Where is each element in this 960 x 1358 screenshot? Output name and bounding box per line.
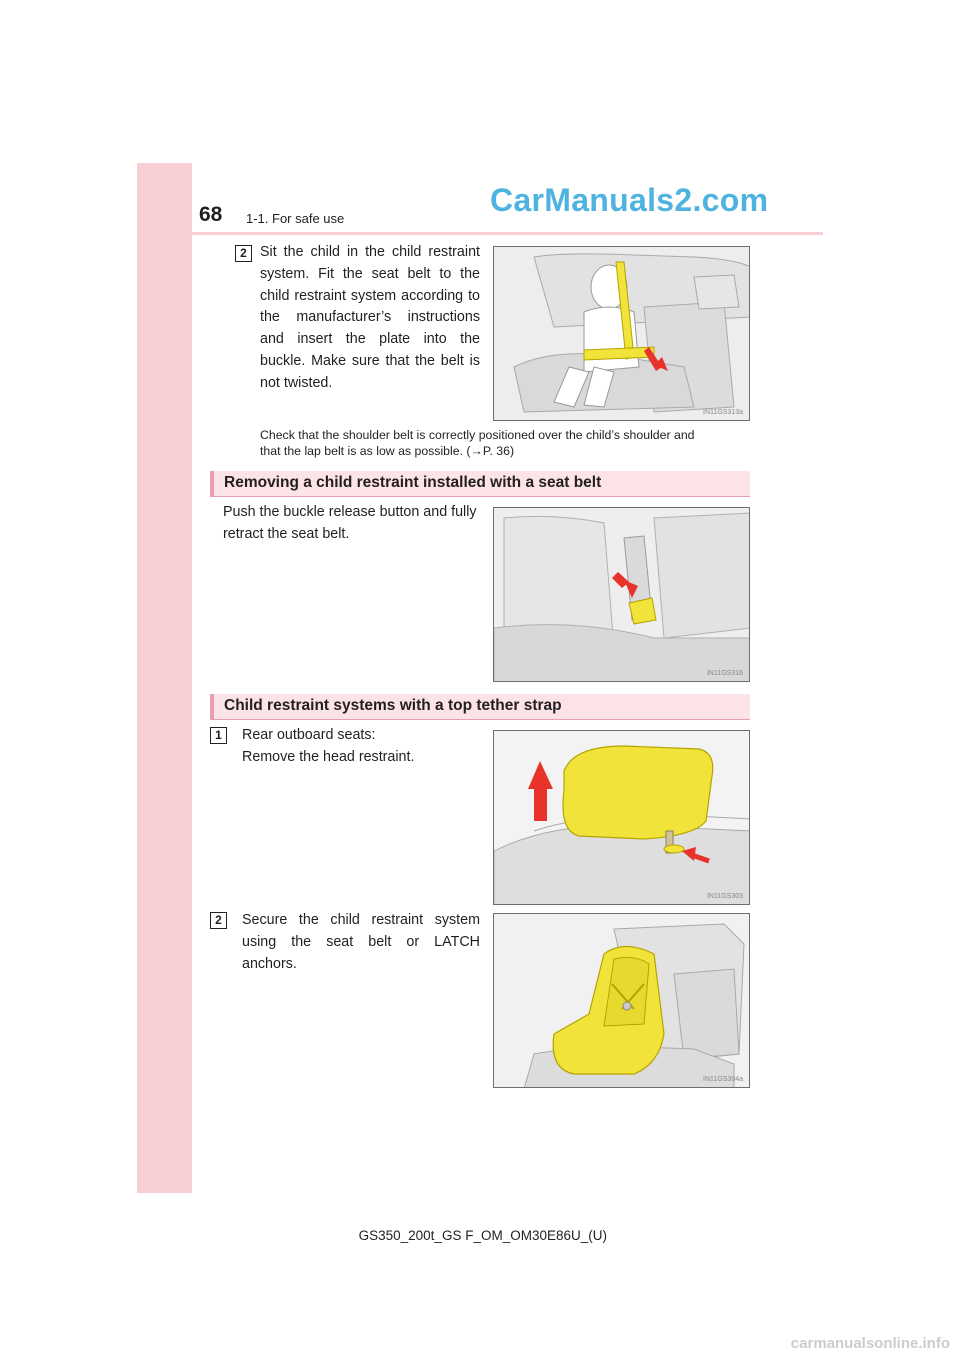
step-badge-2: 2 — [235, 245, 252, 262]
figure-child-seat-installed — [493, 913, 750, 1088]
booster-seat-illustration — [494, 247, 750, 421]
child-seat-illustration — [494, 914, 750, 1088]
subhead-removing — [210, 471, 750, 497]
subhead-top-tether — [210, 694, 750, 720]
step-1-line-1: Rear outboard seats: — [242, 727, 376, 743]
section-title: 1-1. For safe use — [246, 211, 345, 226]
page-number: 68 — [199, 203, 223, 226]
buckle-release-illustration — [494, 508, 750, 682]
figure-code-3: IN11GS303 — [706, 893, 743, 900]
watermark-bottom[interactable]: carmanualsonline.info — [790, 1335, 950, 1352]
footer-doc-id: GS350_200t_GS F_OM_OM30E86U_(U) — [358, 1228, 607, 1243]
head-restraint-illustration — [494, 731, 750, 905]
chapter-sidebar-tab — [137, 163, 192, 1193]
subhead-top-tether-title: Child restraint systems with a top tether strap — [224, 697, 562, 714]
figure-code-4: IN11GS304a — [703, 1076, 743, 1083]
step-badge-1: 1 — [210, 727, 227, 744]
removing-instructions: Push the buckle release button and fully retract the seat belt. — [223, 504, 477, 542]
step-badge-2b: 2 — [210, 912, 227, 929]
subhead-removing-title: Removing a child restraint installed with a seat belt — [224, 474, 602, 491]
figure-child-booster-seat — [493, 246, 750, 421]
figure-code-1: IN11GS313a — [703, 409, 743, 416]
figure-head-restraint — [493, 730, 750, 905]
step-2-secure-text: Secure the child restraint system using the seat belt or LATCH anchors. — [242, 912, 480, 972]
figure-buckle-release — [493, 507, 750, 682]
figure-code-2: IN11GS316 — [706, 670, 743, 677]
step-2-instructions: Sit the child in the child restraint system. Fit the seat belt to the child restraint system according to the manufacturer’s instructions and insert the plate into the buckle. Make sure that the belt is not twisted. — [260, 244, 480, 391]
note-line-1: Check that the shoulder belt is correctly positioned over the child’s shoulder and — [260, 428, 695, 442]
step-1-line-2: Remove the head restraint. — [242, 749, 415, 765]
header-rule — [137, 232, 823, 235]
watermark-top[interactable]: CarManuals2.com — [490, 182, 769, 218]
note-line-2: that the lap belt is as low as possible. (→P. 36) — [260, 444, 515, 458]
